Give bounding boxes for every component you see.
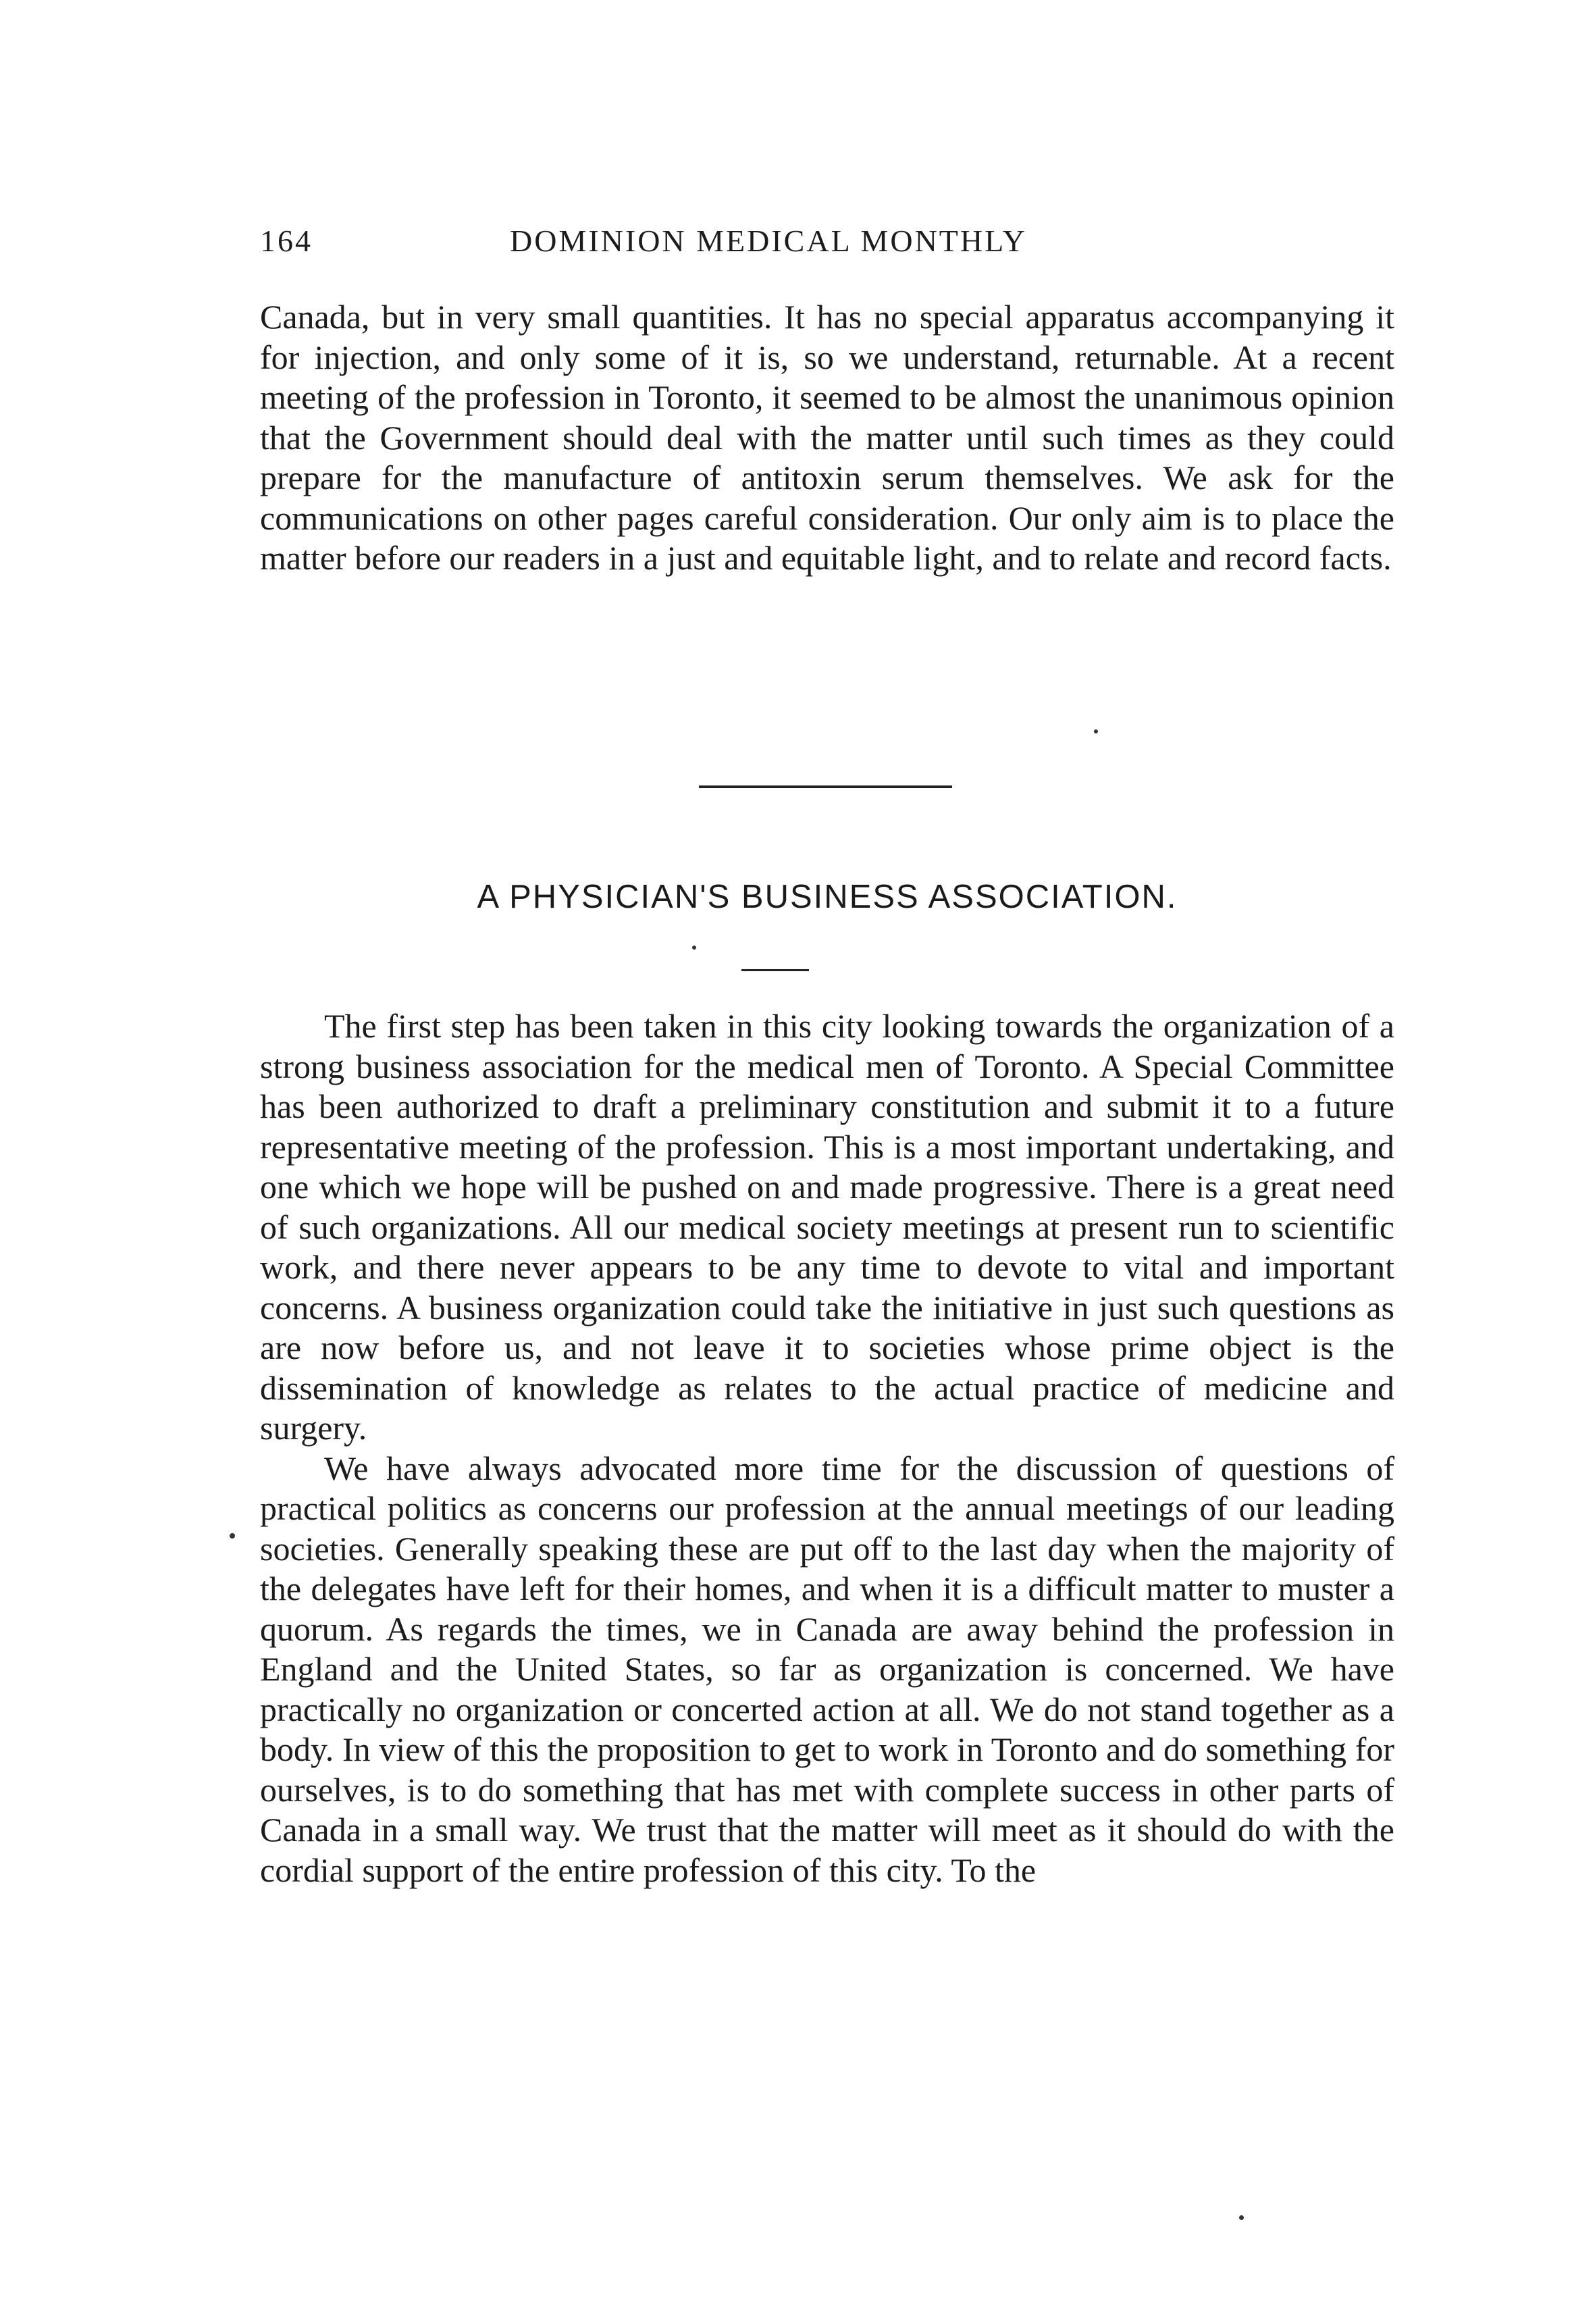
intro-paragraph-block <box>260 297 1394 579</box>
section-paragraph-1: The first step has been taken in this city looking towards the organization of a strong business association for the medical men of Toronto. A Special Committee has been authorized to draft a preliminary constitution and submit it to a future representative meeting of the profession. This is a most important undertaking, and one which we hope will be pushed on and made progressive. There is a great need of such organizations. All our medical society meetings at present run to scientific work, and there never appears to be any time to devote to vital and important concerns. A business organization could take the initiative in just such questions as are now before us, and not leave it to societies whose prime object is the dissemination of knowledge as relates to the actual practice of medicine and surgery. <box>260 1007 1394 1447</box>
section-body <box>260 1006 1394 1890</box>
section-paragraph-2: We have always advocated more time for the discussion of questions of practical politics as concerns our profession at the annual meetings of our leading societies. Generally speaking these are put off to the last day when the majority of the delegates have left for their homes, and when it is a difficult matter to muster a quorum. As regards the times, we in Canada are away behind the profession in England and the United States, so far as organization is concerned. We have practically no organization or concerted action at all. We do not stand together as a body. In view of this the proposition to get to work in Toronto and do something for ourselves, is to do something that has met with complete success in other parts of Canada in a small way. We trust that the matter will meet as it should do with the cordial support of the entire profession of this city. To the <box>260 1449 1394 1889</box>
margin-speck <box>1094 729 1098 733</box>
margin-speck <box>230 1533 235 1539</box>
section-title: A PHYSICIAN'S BUSINESS ASSOCIATION. <box>477 879 1178 915</box>
running-title: DOMINION MEDICAL MONTHLY <box>510 224 1027 258</box>
section-divider-rule <box>699 785 952 788</box>
title-underline-rule <box>741 969 809 971</box>
margin-speck <box>1239 2215 1244 2220</box>
intro-paragraph: Canada, but in very small quantities. It has no special apparatus accompanying it for injection, and only some of it is, so we understand, returnable. At a recent meeting of the profession in Toronto, it seemed to be almost the unanimous opinion that the Government should deal with the matter until such times as they could prepare for the manufacture of antitoxin serum themselves. We ask for the communications on other pages careful consideration. Our only aim is to place the matter before our readers in a just and equitable light, and to relate and record facts. <box>260 298 1394 577</box>
page-number: 164 <box>260 224 313 258</box>
page-header <box>260 223 1394 270</box>
margin-speck <box>692 946 696 950</box>
